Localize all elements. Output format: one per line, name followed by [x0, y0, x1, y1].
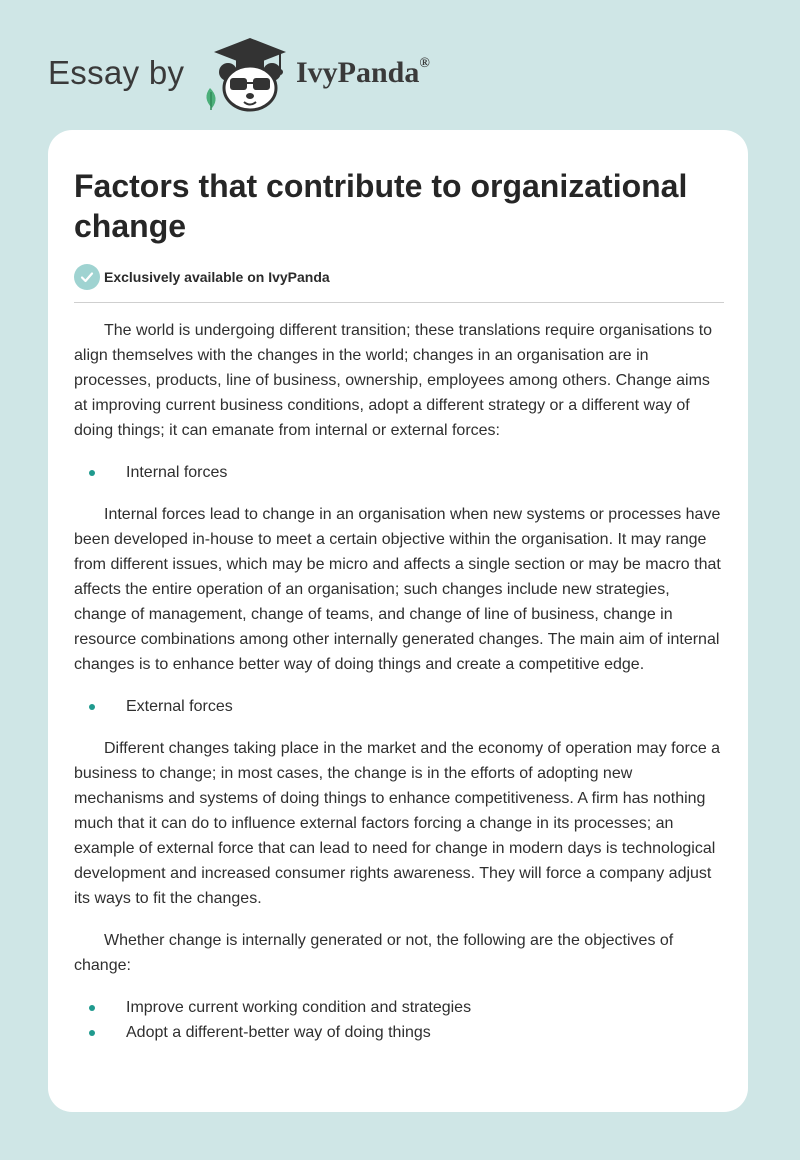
check-icon — [74, 264, 100, 290]
ivypanda-logo[interactable] — [200, 36, 300, 116]
essay-body — [74, 318, 724, 1062]
list-item: Internal forces — [74, 460, 724, 485]
exclusive-label: Exclusively available on IvyPanda — [104, 269, 330, 285]
bullet-dot-icon — [89, 704, 95, 710]
bullet-list — [74, 995, 724, 1045]
bullet-list — [74, 460, 724, 485]
panda-mascot-icon — [200, 36, 300, 116]
bullet-dot-icon — [89, 1005, 95, 1011]
essay-card — [48, 130, 748, 1112]
essay-by-label: Essay by — [48, 54, 185, 91]
bullet-list — [74, 694, 724, 719]
paragraph: Whether change is internally generated or not, the following are the objectives of change: — [74, 932, 674, 974]
list-item: Improve current working condition and strategies — [74, 995, 724, 1020]
list-item: External forces — [74, 694, 724, 719]
list-item: Adopt a different-better way of doing things — [74, 1020, 724, 1045]
essay-title: Factors that contribute to organizational change — [74, 168, 688, 244]
site-header — [48, 36, 748, 116]
paragraph: Internal forces lead to change in an organisation when new systems or processes have been developed in-house to meet a certain objective within the organisation. It may range from different issues, which may be micro and affects a single section or may be macro that affects the entire operation of an organisation; such changes include new strategies, change of management, change of teams, and change of line of business, change in resource combinations among other internally generated changes. The main aim of internal changes is to enhance better way of doing things and create a competitive edge. — [74, 506, 721, 673]
bullet-dot-icon — [89, 470, 95, 476]
brand-name[interactable]: IvyPanda® — [296, 56, 430, 89]
exclusive-badge — [74, 264, 330, 290]
paragraph: Different changes taking place in the market and the economy of operation may force a business to change; in most cases, the change is in the efforts of adopting new mechanisms and systems of doing things to enhance competitiveness. A firm has nothing much that it can do to influence external factors forcing a change in its processes; an example of external force that can lead to need for change in modern days is technological development and increased consumer rights awareness. They will force a company adjust its ways to fit the changes. — [74, 740, 721, 907]
paragraph: The world is undergoing different transition; these translations require organisations to align themselves with the changes in the world; changes in an organisation are in processes, products, line of business, ownership, employees among others. Change aims at improving current business conditions, adopt a different strategy or a different way of doing things; it can emanate from internal or external forces: — [74, 322, 713, 439]
bullet-dot-icon — [89, 1030, 95, 1036]
divider — [74, 302, 724, 303]
